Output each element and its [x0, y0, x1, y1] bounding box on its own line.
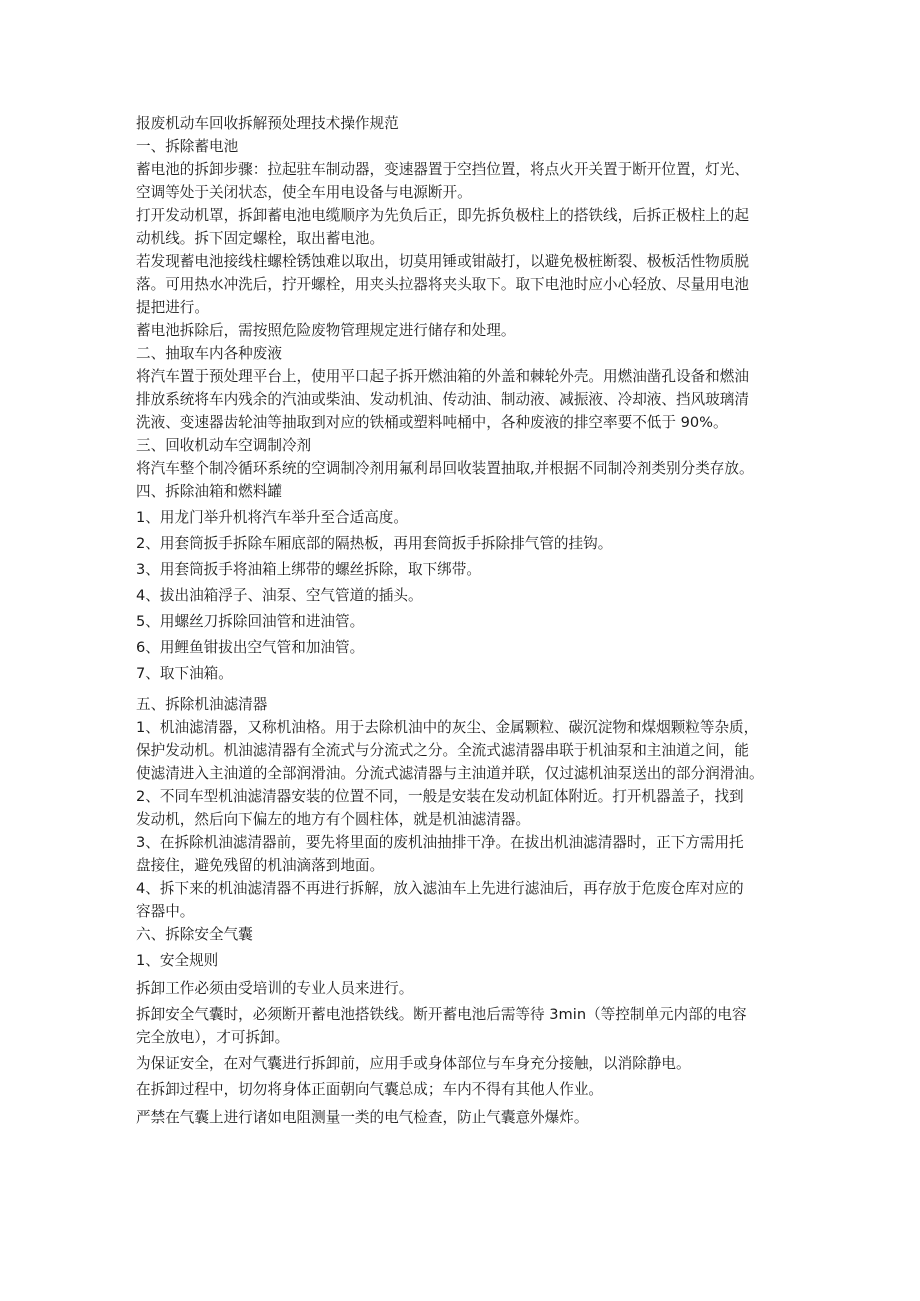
document-title: 报废机动车回收拆解预处理技术操作规范 — [136, 115, 399, 132]
paragraph-line: 容器中。 — [136, 903, 195, 920]
paragraph-line: 将汽车整个制冷循环系统的空调制冷剂用氟利昂回收装置抽取,并根据不同制冷剂类别分类存放。 — [136, 460, 754, 477]
subsection-heading: 1、安全规则 — [136, 952, 219, 969]
list-item: 2、用套筒扳手拆除车厢底部的隔热板，再用套筒扳手拆除排气管的挂钩。 — [136, 535, 613, 552]
list-item: 4、拔出油箱浮子、油泵、空气管道的插头。 — [136, 587, 423, 604]
paragraph-line: 使滤清进入主油道的全部润滑油。分流式滤清器与主油道并联，仅过滤机油泵送出的部分润滑油。 — [136, 765, 764, 782]
paragraph-line: 提把进行。 — [136, 299, 209, 316]
paragraph-line: 蓄电池的拆卸步骤：拉起驻车制动器，变速器置于空挡位置，将点火开关置于断开位置，灯光、 — [136, 161, 749, 178]
paragraph-line: 动机线。拆下固定螺栓，取出蓄电池。 — [136, 230, 385, 247]
paragraph-line: 洗液、变速器齿轮油等抽取到对应的铁桶或塑料吨桶中，各种废液的排空率要不低于 90%。 — [136, 414, 728, 431]
paragraph-line: 4、拆下来的机油滤清器不再进行拆解，放入滤油车上先进行滤油后，再存放于危废仓库对应的 — [136, 880, 744, 897]
list-item: 3、用套筒扳手将油箱上绑带的螺丝拆除，取下绑带。 — [136, 561, 481, 578]
paragraph-line: 盘接住，避免残留的机油滴落到地面。 — [136, 857, 385, 874]
paragraph-line: 严禁在气囊上进行诸如电阻测量一类的电气检查，防止气囊意外爆炸。 — [136, 1109, 589, 1126]
paragraph-line: 完全放电），才可拆卸。 — [136, 1029, 290, 1046]
paragraph-line: 1、机油滤清器，又称机油格。用于去除机油中的灰尘、金属颗粒、碳沉淀物和煤烟颗粒等杂质， — [136, 719, 759, 736]
paragraph-line: 发动机，然后向下偏左的地方有个圆柱体，就是机油滤清器。 — [136, 811, 531, 828]
section-heading: 六、拆除安全气囊 — [136, 926, 253, 943]
section-heading: 三、回收机动车空调制冷剂 — [136, 437, 312, 454]
document-page — [136, 112, 796, 1129]
paragraph-line: 保护发动机。机油滤清器有全流式与分流式之分。全流式滤清器串联于机油泵和主油道之间，能 — [136, 742, 749, 759]
section-heading: 五、拆除机油滤清器 — [136, 696, 268, 713]
paragraph-line: 3、在拆除机油滤清器前，要先将里面的废机油抽排干净。在拔出机油滤清器时，正下方需用托 — [136, 834, 744, 851]
paragraph-line: 拆卸工作必须由受培训的专业人员来进行。 — [136, 980, 414, 997]
list-item: 1、用龙门举升机将汽车举升至合适高度。 — [136, 509, 408, 526]
paragraph-line: 打开发动机罩，拆卸蓄电池电缆顺序为先负后正，即先拆负极柱上的搭铁线，后拆正极柱上的起 — [136, 207, 749, 224]
paragraph-line: 将汽车置于预处理平台上，使用平口起子拆开燃油箱的外盖和棘轮外壳。用燃油凿孔设备和燃油 — [136, 368, 749, 385]
paragraph-line: 若发现蓄电池接线柱螺栓锈蚀难以取出，切莫用锤或钳敲打，以避免极桩断裂、极板活性物质脱 — [136, 253, 749, 270]
paragraph-line: 拆卸安全气囊时，必须断开蓄电池搭铁线。断开蓄电池后需等待 3min（等控制单元内部的电容 — [136, 1006, 747, 1023]
paragraph-line: 落。可用热水冲洗后，拧开螺栓，用夹头拉器将夹头取下。取下电池时应小心轻放、尽量用电池 — [136, 276, 749, 293]
list-item: 7、取下油箱。 — [136, 665, 233, 682]
paragraph-line: 在拆卸过程中，切勿将身体正面朝向气囊总成；车内不得有其他人作业。 — [136, 1081, 604, 1098]
list-item: 5、用螺丝刀拆除回油管和进油管。 — [136, 613, 365, 630]
section-heading: 四、拆除油箱和燃料罐 — [136, 483, 282, 500]
list-item: 6、用鲤鱼钳拔出空气管和加油管。 — [136, 639, 365, 656]
paragraph-line: 蓄电池拆除后，需按照危险废物管理规定进行储存和处理。 — [136, 322, 516, 339]
paragraph-line: 空调等处于关闭状态，使全车用电设备与电源断开。 — [136, 184, 472, 201]
paragraph-line: 排放系统将车内残余的汽油或柴油、发动机油、传动油、制动液、减振液、冷却液、挡风玻璃清 — [136, 391, 749, 408]
section-heading: 一、拆除蓄电池 — [136, 138, 239, 155]
paragraph-line: 为保证安全，在对气囊进行拆卸前，应用手或身体部位与车身充分接触，以消除静电。 — [136, 1055, 691, 1072]
paragraph-line: 2、不同车型机油滤清器安装的位置不同，一般是安装在发动机缸体附近。打开机器盖子，找到 — [136, 788, 744, 805]
section-heading: 二、抽取车内各种废液 — [136, 345, 282, 362]
